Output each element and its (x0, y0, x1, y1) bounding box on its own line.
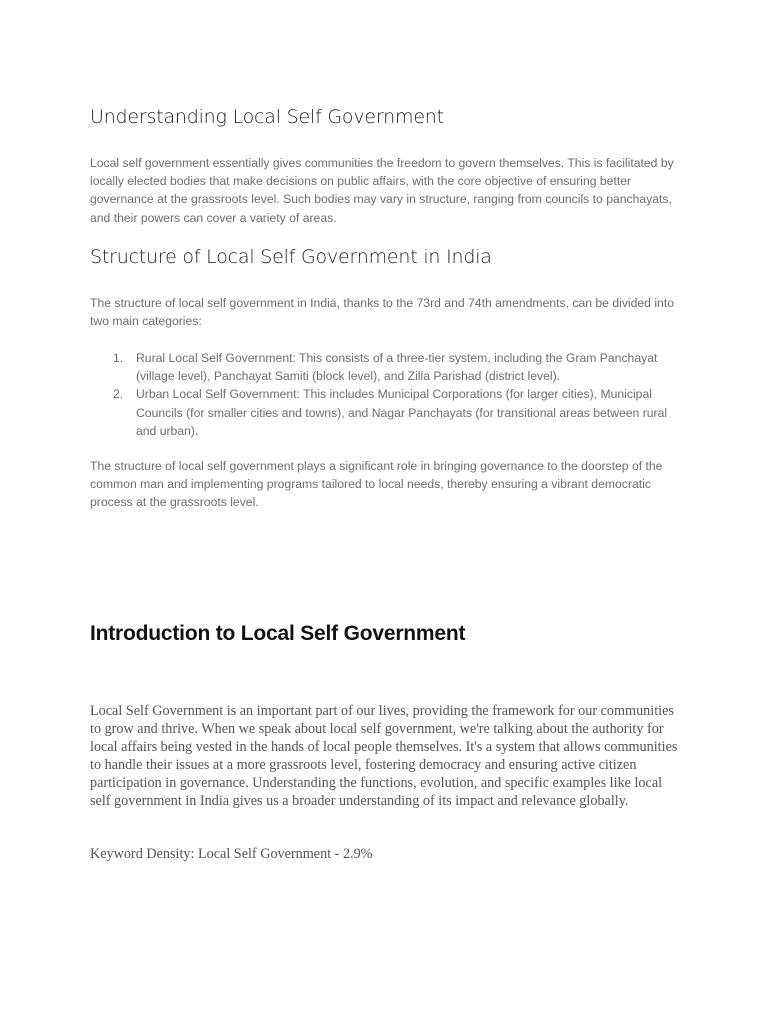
section-heading-understanding: Understanding Local Self Government (90, 106, 444, 128)
list-item-text: Urban Local Self Government: This includes Municipal Corporations (for larger cities), Municipal Councils (for smaller cities and towns), and Nagar Panchayats (for transitional areas between rural and urban). (136, 387, 668, 438)
introduction-paragraph: Local Self Government is an important part of our lives, providing the framework for our communities to grow and thrive. When we speak about local self government, we're talking about the authority for local affairs being vested in the hands of local people themselves. It's a system that allows communities to handle their issues at a more grassroots level, fostering democracy and ensuring active citizen participation in governance. Understanding the functions, evolution, and specific examples like local self government in India gives us a broader understanding of its impact and relevance globally. (90, 703, 678, 809)
structure-intro-paragraph: The structure of local self government in India, thanks to the 73rd and 74th amendments, can be divided into two main categories: (90, 296, 674, 329)
keyword-density-line: Keyword Density: Local Self Government - 2.9% (90, 846, 373, 862)
list-item (90, 385, 682, 440)
list-item-text: Rural Local Self Government: This consists of a three-tier system, including the Gram Panchayat (village level), Panchayat Samiti (block level), and Zilla Parishad (district level). (136, 351, 658, 384)
structure-conclusion-paragraph: The structure of local self government plays a significant role in bringing governance to the doorstep of the common man and implementing programs tailored to local needs, thereby ensuring a vibrant democratic process at the grassroots level. (90, 459, 663, 510)
section-heading-introduction: Introduction to Local Self Government (90, 622, 466, 645)
section-paragraph-understanding: Local self government essentially gives communities the freedom to govern themselves. This is facilitated by locally elected bodies that make decisions on public affairs, with the core objective of ensuring better governance at the grassroots level. Such bodies may vary in structure, ranging from councils to panchayats, and their powers can cover a variety of areas. (90, 156, 674, 225)
list-item-number: 2. (113, 387, 124, 402)
list-item (90, 349, 682, 385)
section-heading-structure: Structure of Local Self Government in India (90, 246, 492, 268)
list-item-number: 1. (113, 351, 124, 365)
structure-categories-list (90, 349, 682, 440)
